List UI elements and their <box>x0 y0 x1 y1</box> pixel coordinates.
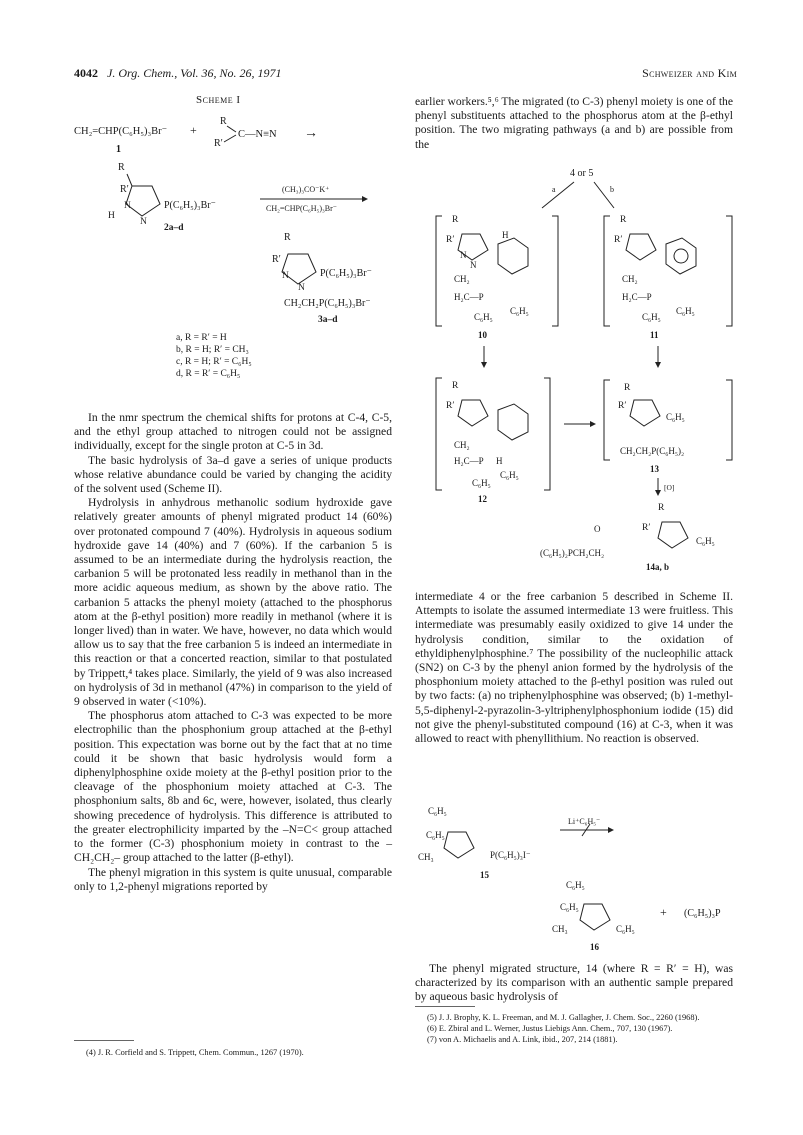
reagent-phli: Li⁺C₆H₅⁻ <box>568 817 601 826</box>
paragraph: The basic hydrolysis of 3a–d gave a series of unique products whose relative abundance could be varied by changing the acidity of the solvent used (Scheme II). <box>74 453 392 496</box>
svg-text:R′: R′ <box>272 254 281 265</box>
footnote-rule-right <box>415 1006 475 1007</box>
svg-text:C₆H₅: C₆H₅ <box>474 312 493 322</box>
footnote-4: (4) J. R. Corfield and S. Trippett, Chem. Commun., 1267 (1970). <box>86 1048 304 1057</box>
svg-text:C₆H₅: C₆H₅ <box>500 470 519 480</box>
svg-text:C₆H₅: C₆H₅ <box>560 902 579 912</box>
svg-text:R: R <box>118 162 125 173</box>
svg-text:R: R <box>452 381 459 391</box>
running-header-authors: Schweizer and Kim <box>642 66 737 80</box>
paragraph: Hydrolysis in anhydrous methanolic sodium hydroxide gave relatively greater amounts of phenyl migrated product 14 (60%) over protonated compound 7 (40%). Hydrolysis in aqueous sodium hydroxide gave 14 (40%) and 7 (60%). If the carbanion 5 is assumed to be an intermediate during the hydrolysis reaction, the carbanion 5 will be protonated less readily in methanol than in the more acidic aqueous medium, as shown by the above ratio. The carbanion 5 attacks the phenyl moiety (attached to the phosphorus atom at the β-ethyl position) more readily in methanol (where it is longer lived) than in water. We have, however, no data which would allow us to say that the free carbanion 5 is indeed an intermediate in this reaction or that a concerted reaction, similar to that postulated by Trippett,⁴ takes place. Similarly, the yield of 9 was also increased on hydrolysis of 3d in methanol (47%) in comparison to the yield of 9 observed in water (<10%). <box>74 496 392 709</box>
paragraph: In the nmr spectrum the chemical shifts for protons at C-4, C-5, and the ethyl group attached to nitrogen could not be assigned individually, except for the single proton at C-5 in 3d. <box>74 411 392 453</box>
footnotes-right <box>415 1012 735 1045</box>
label-15: 15 <box>480 870 489 880</box>
svg-text:R′: R′ <box>446 401 455 411</box>
diazo-r2: R′ <box>214 138 223 149</box>
oxidation: [O] <box>664 483 675 492</box>
svg-text:R: R <box>658 503 665 513</box>
legend-d: d, R = R′ = C₆H₅ <box>176 369 241 379</box>
paragraph: The phenyl migration in this system is quite unusual, comparable only to 1,2-phenyl migrations reported by <box>74 865 392 893</box>
footnote-5: (5) J. J. Brophy, K. L. Freeman, and M. J. Gallagher, J. Chem. Soc., 2260 (1968). <box>427 1013 700 1022</box>
label-14: 14a, b <box>646 562 670 572</box>
svg-text:R′: R′ <box>642 523 651 533</box>
running-header-left <box>74 66 282 81</box>
svg-text:C₆H₅: C₆H₅ <box>642 312 661 322</box>
svg-text:N: N <box>140 217 147 227</box>
paragraph: The phosphorus atom attached to C-3 was expected to be more electrophilic than the phosphonium group attached at the β-ethyl position. This expectation was borne out by the fact that at no time could it be shown that basic hydrolysis would form a diphenylphosphine oxide moiety at the β-ethyl position prior to the cleavage of the phosphonium moiety attached at C-3. The phosphonium salts, 8b and 6c, were, however, isolated, thus clearly showing precedence of hydrolysis. This difference is attributed to the greater electrophilicity imparted by the –N=C< group attached to the former (C-3) phosphonium moiety in contrast to the –CH₂CH₂– group attached to the latter (β-ethyl). <box>74 709 392 865</box>
reaction-15-figure <box>414 800 744 960</box>
o-label: O <box>594 524 601 534</box>
svg-text:CH₂: CH₂ <box>454 440 470 450</box>
svg-text:N: N <box>124 201 131 211</box>
page-number: 4042 <box>74 66 98 80</box>
svg-text:R: R <box>624 383 631 393</box>
right-column-body <box>415 590 733 746</box>
mech-start: 4 or 5 <box>570 168 594 179</box>
footnote-7: (7) von A. Michaelis and A. Link, ibid., 207, 214 (1881). <box>427 1035 618 1044</box>
plus-sign: + <box>660 905 667 919</box>
scheme-i-figure <box>72 108 402 398</box>
legend-b: b, R = H; R′ = CH₃ <box>176 345 249 355</box>
product-chain: CH₂CH₂P(C₆H₅)₃Br⁻ <box>284 298 371 309</box>
product-label: 3a–d <box>318 315 338 325</box>
reactant-1-label: 1 <box>116 144 121 155</box>
phos-14: (C₆H₅)₂PCH₂CH₂ <box>540 548 605 558</box>
journal-citation: J. Org. Chem., Vol. 36, No. 26, 1971 <box>107 66 282 80</box>
footnote-rule-left <box>74 1040 134 1041</box>
scheme-title: Scheme I <box>196 94 241 106</box>
svg-text:R′: R′ <box>120 184 129 195</box>
svg-text:H: H <box>108 211 115 221</box>
svg-text:R′: R′ <box>446 235 455 245</box>
migration-mechanism-figure <box>414 158 744 578</box>
svg-text:R′: R′ <box>614 235 623 245</box>
svg-text:R′: R′ <box>618 401 627 411</box>
methyl-15: CH₃ <box>418 852 434 862</box>
svg-text:N: N <box>298 283 305 293</box>
byproduct: (C₆H₅)₃P <box>684 908 721 919</box>
label-13: 13 <box>650 464 659 474</box>
chain-13: CH₂CH₂P(C₆H₅)₂ <box>620 446 685 456</box>
scheme-arrow-1: → <box>304 126 318 141</box>
path-b: b <box>610 185 614 194</box>
svg-text:CH₂: CH₂ <box>622 274 638 284</box>
svg-text:N: N <box>470 260 477 270</box>
svg-text:H₂C—P: H₂C—P <box>622 292 652 302</box>
reagent-bottom: CH₂=CHP(C₆H₅)₃Br⁻ <box>266 204 338 213</box>
svg-text:C₆H₅: C₆H₅ <box>696 536 715 546</box>
paragraph: The phenyl migrated structure, 14 (where R = R′ = H), was characterized by its comparison with an authentic sample prepared by aqueous basic hydrolysis of <box>415 962 733 1004</box>
legend-c: c, R = H; R′ = C₆H₅ <box>176 357 252 367</box>
svg-text:C₆H₅: C₆H₅ <box>566 880 585 890</box>
pz2-substituent: P(C₆H₅)₃Br⁻ <box>164 200 216 211</box>
svg-text:N: N <box>460 250 467 260</box>
left-column-body <box>74 411 392 894</box>
svg-text:H₂C—P: H₂C—P <box>454 456 484 466</box>
ph-16: C₆H₅ <box>616 924 635 934</box>
svg-text:H: H <box>496 456 503 466</box>
svg-text:R: R <box>452 215 459 225</box>
pz2-label: 2a–d <box>164 223 184 233</box>
svg-text:C₆H₅: C₆H₅ <box>676 306 695 316</box>
svg-text:R: R <box>620 215 627 225</box>
reactant-1: CH₂=CHP(C₆H₅)₃Br⁻ <box>74 126 168 137</box>
right-column-intro <box>415 95 733 152</box>
label-11: 11 <box>650 330 659 340</box>
reagent-top: (CH₃)₃CO⁻K⁺ <box>282 185 330 194</box>
svg-text:C₆H₅: C₆H₅ <box>472 478 491 488</box>
svg-text:+: + <box>190 123 197 137</box>
svg-text:R: R <box>284 232 291 243</box>
diazo-r: R <box>220 116 227 127</box>
label-16: 16 <box>590 942 599 952</box>
right-column-closing <box>415 962 733 1005</box>
legend-a: a, R = R′ = H <box>176 333 227 343</box>
svg-text:N: N <box>282 271 289 281</box>
svg-text:C₆H₅: C₆H₅ <box>426 830 445 840</box>
h2c-label: H₂C—P <box>454 292 484 302</box>
svg-text:C₆H₅: C₆H₅ <box>428 806 447 816</box>
product-substituent: P(C₆H₅)₃Br⁻ <box>320 268 372 279</box>
ch2-label: CH₂ <box>454 274 470 284</box>
svg-text:CH₃: CH₃ <box>552 924 568 934</box>
label-10: 10 <box>478 330 487 340</box>
svg-text:C₆H₅: C₆H₅ <box>510 306 529 316</box>
paragraph: earlier workers.⁵,⁶ The migrated (to C-3) phenyl moiety is one of the phenyl substituents attached to the phosphorus atom at the β-ethyl position. The two migrating pathways (a and b) are possible from the <box>415 95 733 151</box>
footnote-6: (6) E. Zbiral and L. Werner, Justus Liebigs Ann. Chem., 707, 130 (1967). <box>427 1024 673 1033</box>
diazo-chain: C—N≡N <box>238 129 277 140</box>
label-12: 12 <box>478 494 487 504</box>
path-a: a <box>552 185 556 194</box>
h-label: H <box>502 230 509 240</box>
paragraph: intermediate 4 or the free carbanion 5 described in Scheme II. Attempts to isolate the assumed intermediate 13 were fruitless. This intermediate was presumably easily oxidized to give 14 under the hydrolysis condition, similar to the oxidation of ethyldiphenylphosphine.⁷ The possibility of the nucleophilic attack (SN2) on C-3 by the phenyl anion formed by the hydrolysis of the phosphonium moiety attached to the β-ethyl position was ruled out by two facts: (a) no triphenylphosphine was observed; (b) 1-methyl-5,5-diphenyl-2-pyrazolin-3-yltriphenylphosphonium iodide (15) did not give the phenyl-substituted compound (16) at C-3, when it was allowed to react with phenyllithium. No reaction is observed. <box>415 590 733 746</box>
sub-15: P(C₆H₅)₃I⁻ <box>490 850 531 860</box>
svg-text:C₆H₅: C₆H₅ <box>666 412 685 422</box>
